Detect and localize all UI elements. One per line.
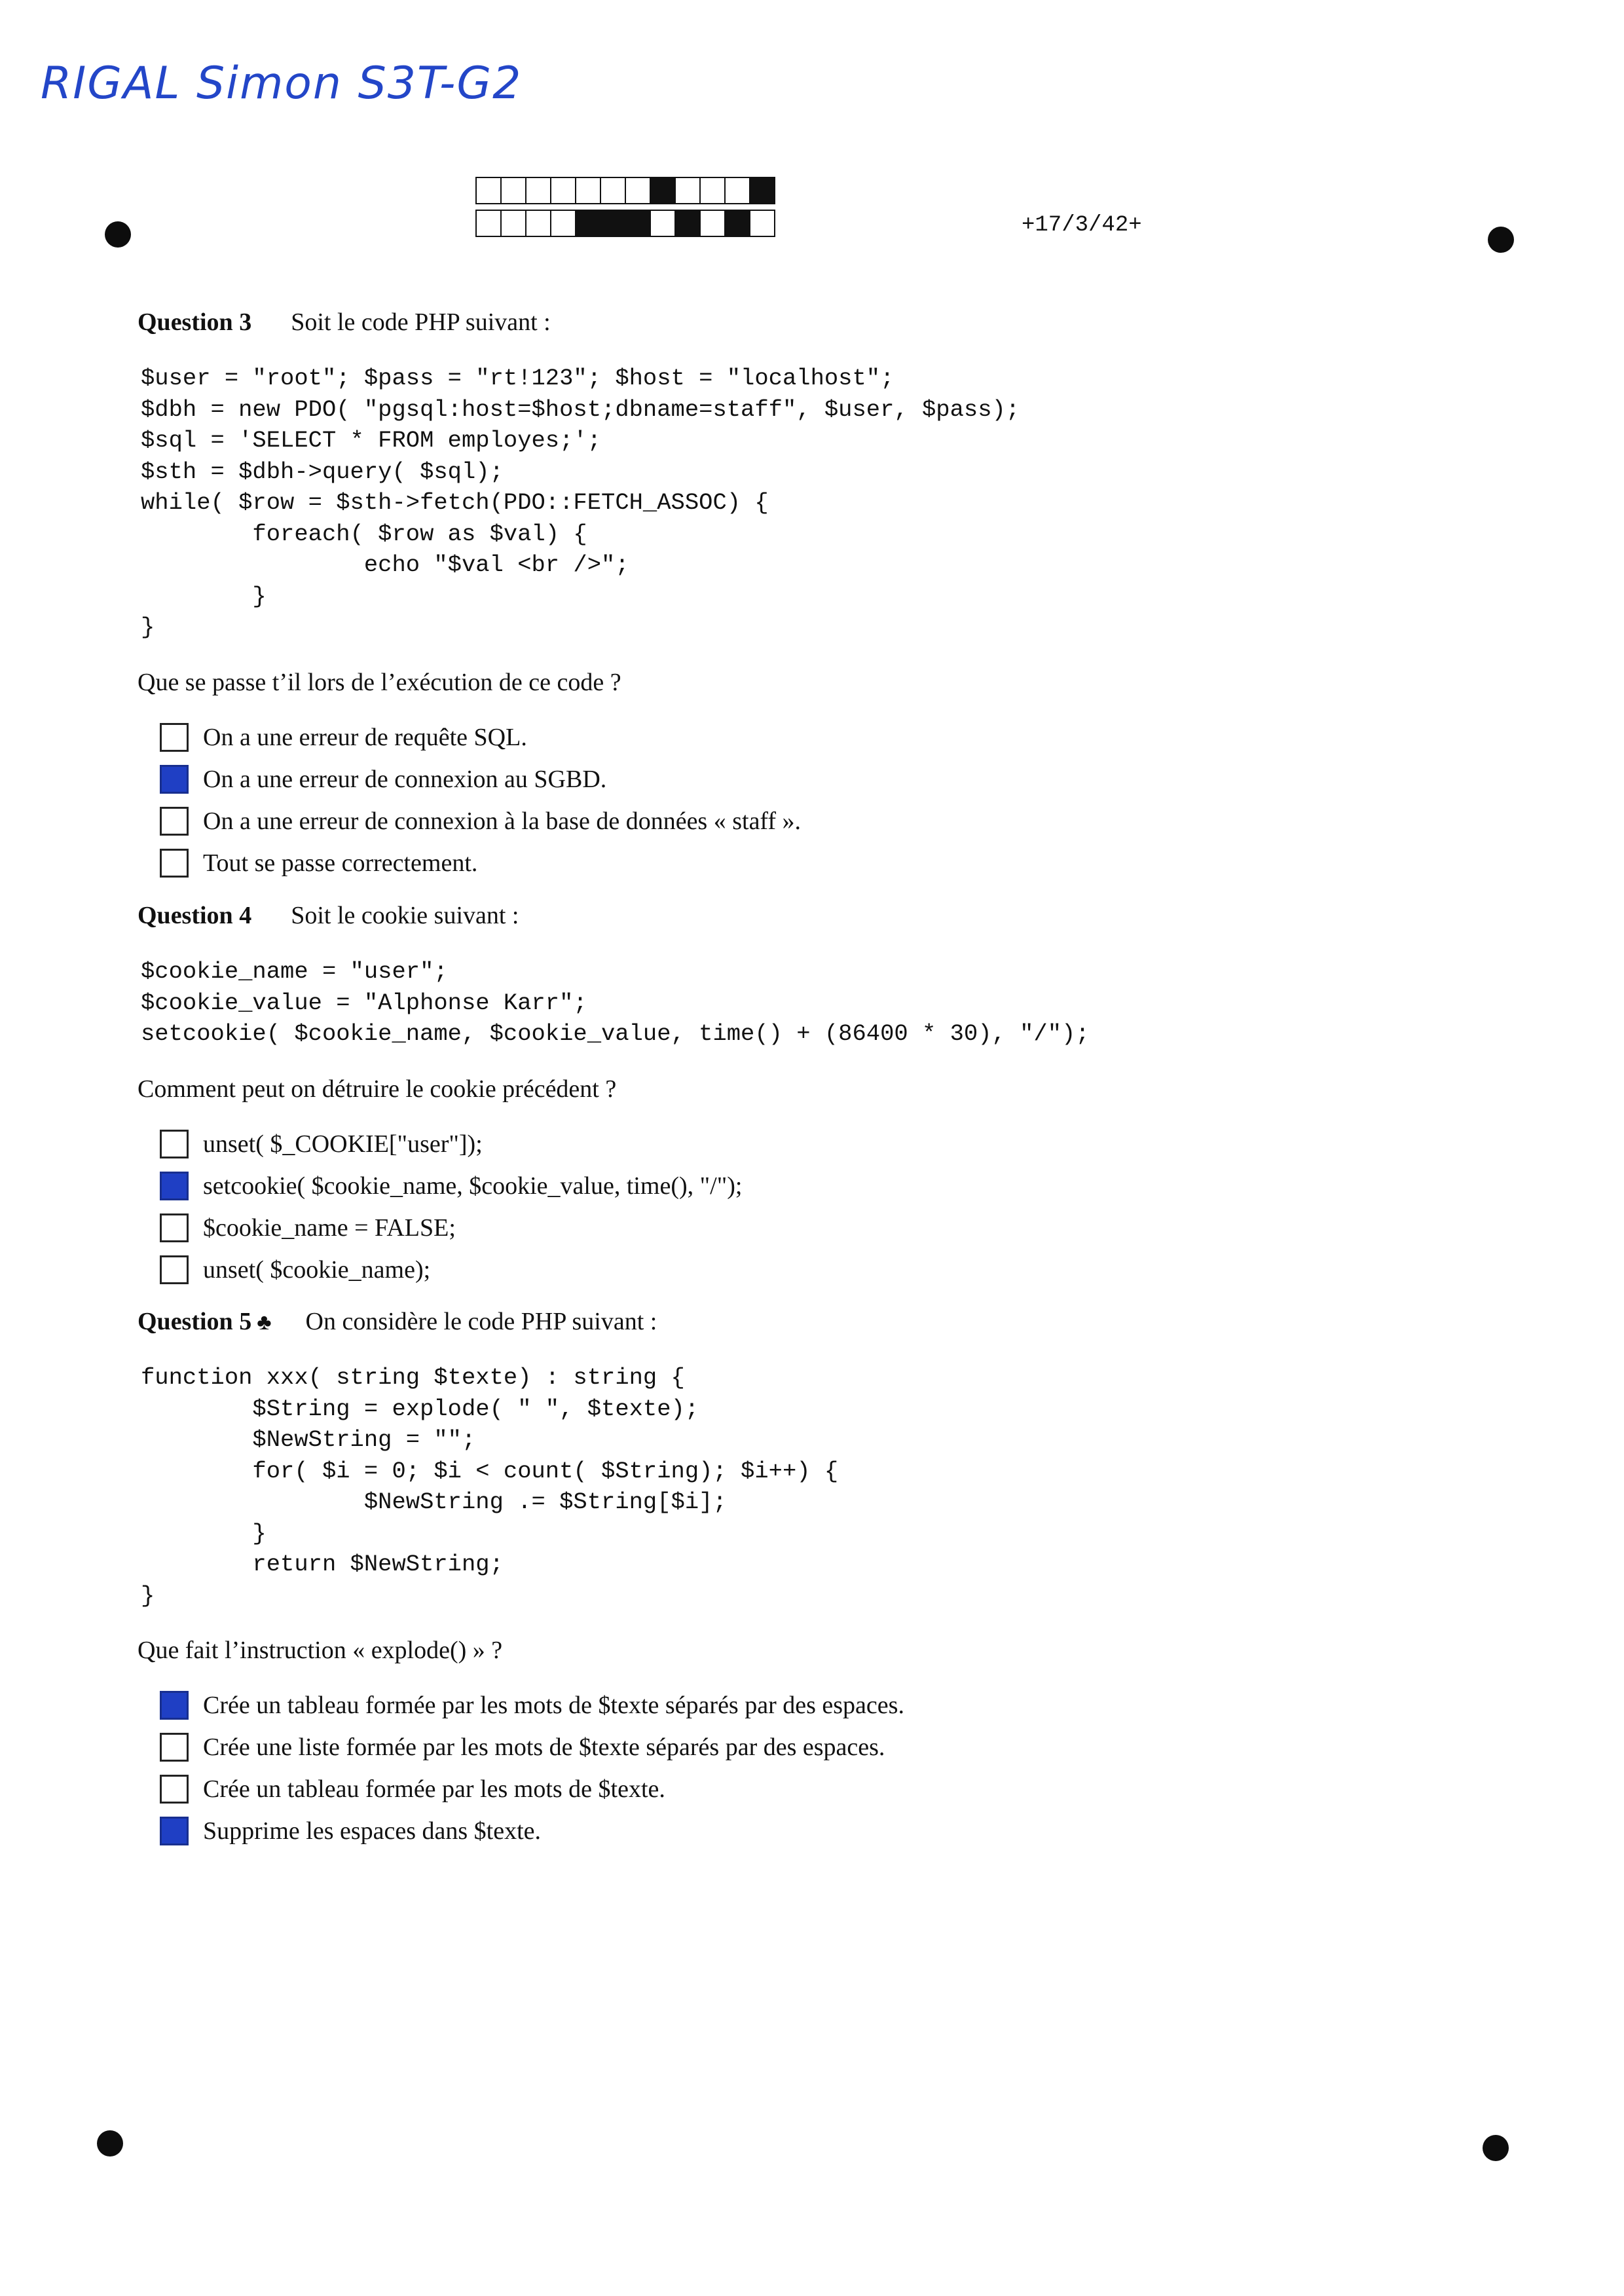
id-box[interactable] — [651, 178, 676, 203]
registration-mark-top-right — [1488, 227, 1514, 253]
question-prompt: Que fait l’instruction « explode() » ? — [138, 1637, 503, 1664]
question-intro: Soit le cookie suivant : — [291, 902, 519, 929]
question-label: Question 3 — [138, 308, 252, 336]
id-box[interactable] — [601, 211, 626, 236]
answer-text: unset( $_COOKIE["user"]); — [203, 1130, 483, 1158]
answer-text: Crée un tableau formée par les mots de $texte. — [203, 1775, 665, 1803]
id-box[interactable] — [551, 178, 576, 203]
answer-option — [160, 1249, 1526, 1291]
code-block: $user = "root"; $pass = "rt!123"; $host = "localhost"; $dbh = new PDO( "pgsql:host=$host;dbname=staff", $user, $pass); $sql = 'SELECT * FROM employes;'; $sth = $dbh->query( $sql); while( $row = $sth->fetch(PDO::FETCH_ASSOC) { foreach( $row as $val) { echo "$val <br />"; } } — [141, 365, 1020, 640]
question-4 — [138, 901, 1526, 1291]
id-box[interactable] — [701, 211, 726, 236]
answer-checkbox[interactable] — [160, 1817, 189, 1845]
answer-option — [160, 1768, 1526, 1810]
answer-list — [138, 1684, 1526, 1852]
id-box[interactable] — [626, 211, 651, 236]
registration-mark-top-left — [105, 221, 131, 248]
answer-option — [160, 800, 1526, 842]
question-prompt: Comment peut on détruire le cookie précédent ? — [138, 1075, 617, 1103]
code-block: $cookie_name = "user"; $cookie_value = "Alphonse Karr"; setcookie( $cookie_name, $cookie_value, time() + (86400 * 30), "/"); — [141, 958, 1090, 1047]
answer-checkbox[interactable] — [160, 1172, 189, 1200]
id-box[interactable] — [502, 178, 526, 203]
id-box[interactable] — [526, 178, 551, 203]
id-box[interactable] — [750, 178, 774, 203]
id-box[interactable] — [526, 211, 551, 236]
answer-text: setcookie( $cookie_name, $cookie_value, time(), "/"); — [203, 1172, 743, 1200]
answer-text: On a une erreur de connexion au SGBD. — [203, 765, 607, 793]
question-label: Question 5 — [138, 1308, 252, 1335]
id-box-grid-row-1 — [475, 177, 775, 204]
id-box[interactable] — [502, 211, 526, 236]
id-box[interactable] — [726, 211, 750, 236]
answer-option — [160, 1165, 1526, 1207]
answer-checkbox[interactable] — [160, 1130, 189, 1158]
answer-checkbox[interactable] — [160, 849, 189, 878]
question-intro: Soit le code PHP suivant : — [291, 308, 551, 336]
id-box[interactable] — [726, 178, 750, 203]
answer-text: Tout se passe correctement. — [203, 849, 478, 877]
page-code: +17/3/42+ — [1022, 213, 1142, 238]
question-heading — [138, 1307, 1526, 1336]
answer-checkbox[interactable] — [160, 807, 189, 836]
answer-text: On a une erreur de connexion à la base de données « staff ». — [203, 807, 802, 835]
id-box[interactable] — [576, 178, 601, 203]
answer-option — [160, 1123, 1526, 1165]
answer-text: unset( $cookie_name); — [203, 1255, 431, 1284]
id-box[interactable] — [576, 211, 601, 236]
answer-option — [160, 716, 1526, 758]
id-box[interactable] — [676, 178, 701, 203]
question-5 — [138, 1307, 1526, 1852]
question-prompt: Que se passe t’il lors de l’exécution de ce code ? — [138, 668, 621, 696]
answer-text: $cookie_name = FALSE; — [203, 1213, 456, 1242]
answer-checkbox[interactable] — [160, 1775, 189, 1804]
id-box[interactable] — [626, 178, 651, 203]
id-box[interactable] — [701, 178, 726, 203]
code-block: function xxx( string $texte) : string { $String = explode( " ", $texte); $NewString = ""; for( $i = 0; $i < count( $String); $i++) { $NewString .= $String[$i]; } return $NewString; } — [141, 1364, 839, 1609]
id-box[interactable] — [651, 211, 676, 236]
question-intro: On considère le code PHP suivant : — [305, 1308, 657, 1335]
answer-option — [160, 1684, 1526, 1726]
answer-text: Crée un tableau formée par les mots de $texte séparés par des espaces. — [203, 1692, 904, 1719]
answer-checkbox[interactable] — [160, 1213, 189, 1242]
answer-text: On a une erreur de requête SQL. — [203, 723, 527, 751]
answer-option — [160, 758, 1526, 800]
answer-option — [160, 1207, 1526, 1249]
question-heading — [138, 901, 1526, 930]
id-box[interactable] — [477, 178, 502, 203]
club-icon: ♣ — [257, 1310, 272, 1335]
question-label: Question 4 — [138, 902, 252, 929]
question-3 — [138, 308, 1526, 884]
answer-option — [160, 842, 1526, 884]
answer-checkbox[interactable] — [160, 723, 189, 752]
registration-mark-bottom-left — [97, 2130, 123, 2157]
answer-option — [160, 1810, 1526, 1852]
id-box[interactable] — [750, 211, 774, 236]
answer-checkbox[interactable] — [160, 765, 189, 794]
student-handwritten-name: RIGAL Simon S3T-G2 — [41, 58, 523, 109]
id-box[interactable] — [676, 211, 701, 236]
answer-checkbox[interactable] — [160, 1733, 189, 1762]
question-heading — [138, 308, 1526, 337]
answer-checkbox[interactable] — [160, 1691, 189, 1720]
registration-mark-bottom-right — [1483, 2135, 1509, 2161]
id-box-grid-row-2 — [475, 210, 775, 237]
id-box[interactable] — [601, 178, 626, 203]
answer-option — [160, 1726, 1526, 1768]
answer-text: Crée une liste formée par les mots de $texte séparés par des espaces. — [203, 1733, 885, 1761]
answer-list — [138, 716, 1526, 884]
id-box[interactable] — [477, 211, 502, 236]
answer-text: Supprime les espaces dans $texte. — [203, 1817, 542, 1845]
answer-checkbox[interactable] — [160, 1255, 189, 1284]
answer-list — [138, 1123, 1526, 1291]
id-box[interactable] — [551, 211, 576, 236]
